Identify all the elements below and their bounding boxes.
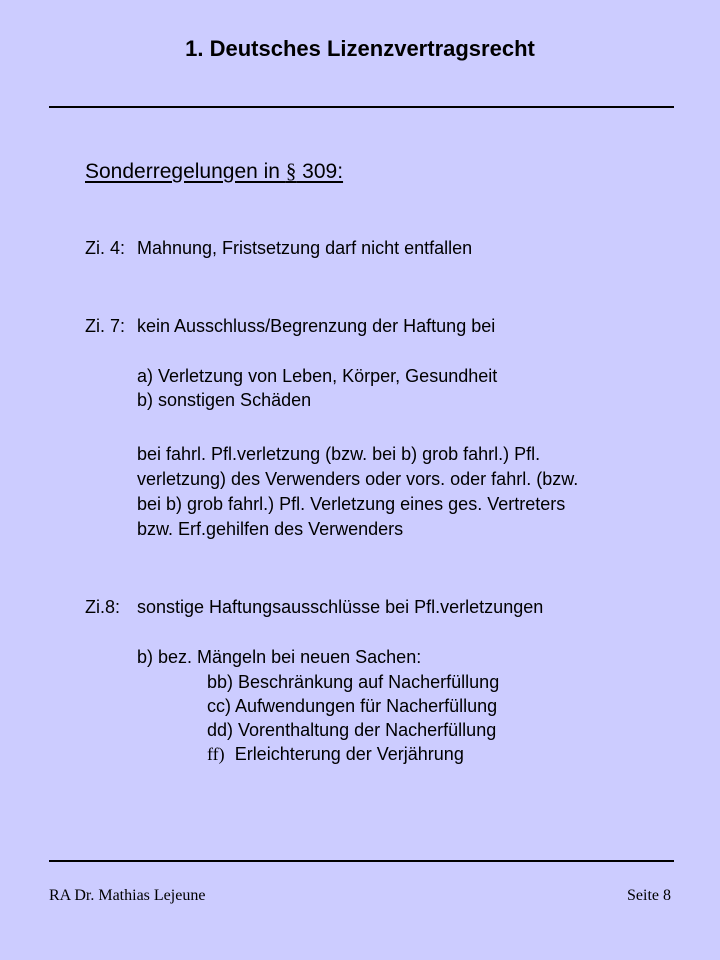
item-subpoints — [207, 670, 499, 766]
list-item: a) Verletzung von Leben, Körper, Gesundheit — [137, 366, 498, 386]
list-text: Erleichterung der Verjährung — [234, 744, 464, 764]
top-divider — [49, 106, 674, 108]
sublabel-text: b) bez. Mängeln bei neuen Sachen: — [137, 647, 422, 667]
list-marker: bb) — [207, 672, 234, 692]
list-marker: ff) — [207, 744, 225, 764]
list-item — [207, 718, 499, 742]
paragraph-line: bzw. Erf.gehilfen des Verwenders — [137, 519, 404, 539]
paragraph-line: bei b) grob fahrl.) Pfl. Verletzung eines ges. Vertreters — [137, 494, 566, 514]
footer-author: RA Dr. Mathias Lejeune — [49, 887, 206, 904]
list-item — [207, 670, 499, 694]
item-label: Zi.8: — [85, 597, 121, 617]
paragraph-line: verletzung) des Verwenders oder vors. oder fahrl. (bzw. — [137, 469, 579, 489]
bottom-divider — [49, 860, 674, 862]
item-paragraph — [137, 442, 697, 542]
footer-page-number: Seite 8 — [627, 887, 671, 904]
item-sublabel — [137, 645, 697, 669]
item-label: Zi. 4: — [85, 238, 126, 258]
item-label: Zi. 7: — [85, 316, 126, 336]
item-text: kein Ausschluss/Begrenzung der Haftung bei — [137, 316, 496, 336]
list-text: Vorenthaltung der Nacherfüllung — [238, 720, 497, 740]
item-points — [137, 364, 697, 412]
list-marker: dd) — [207, 720, 234, 740]
item-text: Mahnung, Fristsetzung darf nicht entfallen — [137, 238, 473, 258]
section-heading-number: 309: — [296, 160, 344, 183]
list-marker: cc) — [207, 696, 231, 716]
list-item — [207, 742, 499, 766]
paragraph-line: bei fahrl. Pfl.verletzung (bzw. bei b) grob fahrl.) Pfl. — [137, 444, 541, 464]
list-text: Aufwendungen für Nacherfüllung — [235, 696, 498, 716]
section-heading-text: Sonderregelungen in — [85, 160, 286, 183]
item-text: sonstige Haftungsausschlüsse bei Pfl.verletzungen — [137, 597, 544, 617]
list-item: b) sonstigen Schäden — [137, 390, 312, 410]
list-text: Beschränkung auf Nacherfüllung — [238, 672, 500, 692]
section-heading-symbol: § — [285, 159, 297, 183]
page-title: 1. Deutsches Lizenzvertragsrecht — [185, 36, 535, 61]
section-heading — [85, 157, 343, 186]
list-item — [207, 694, 499, 718]
